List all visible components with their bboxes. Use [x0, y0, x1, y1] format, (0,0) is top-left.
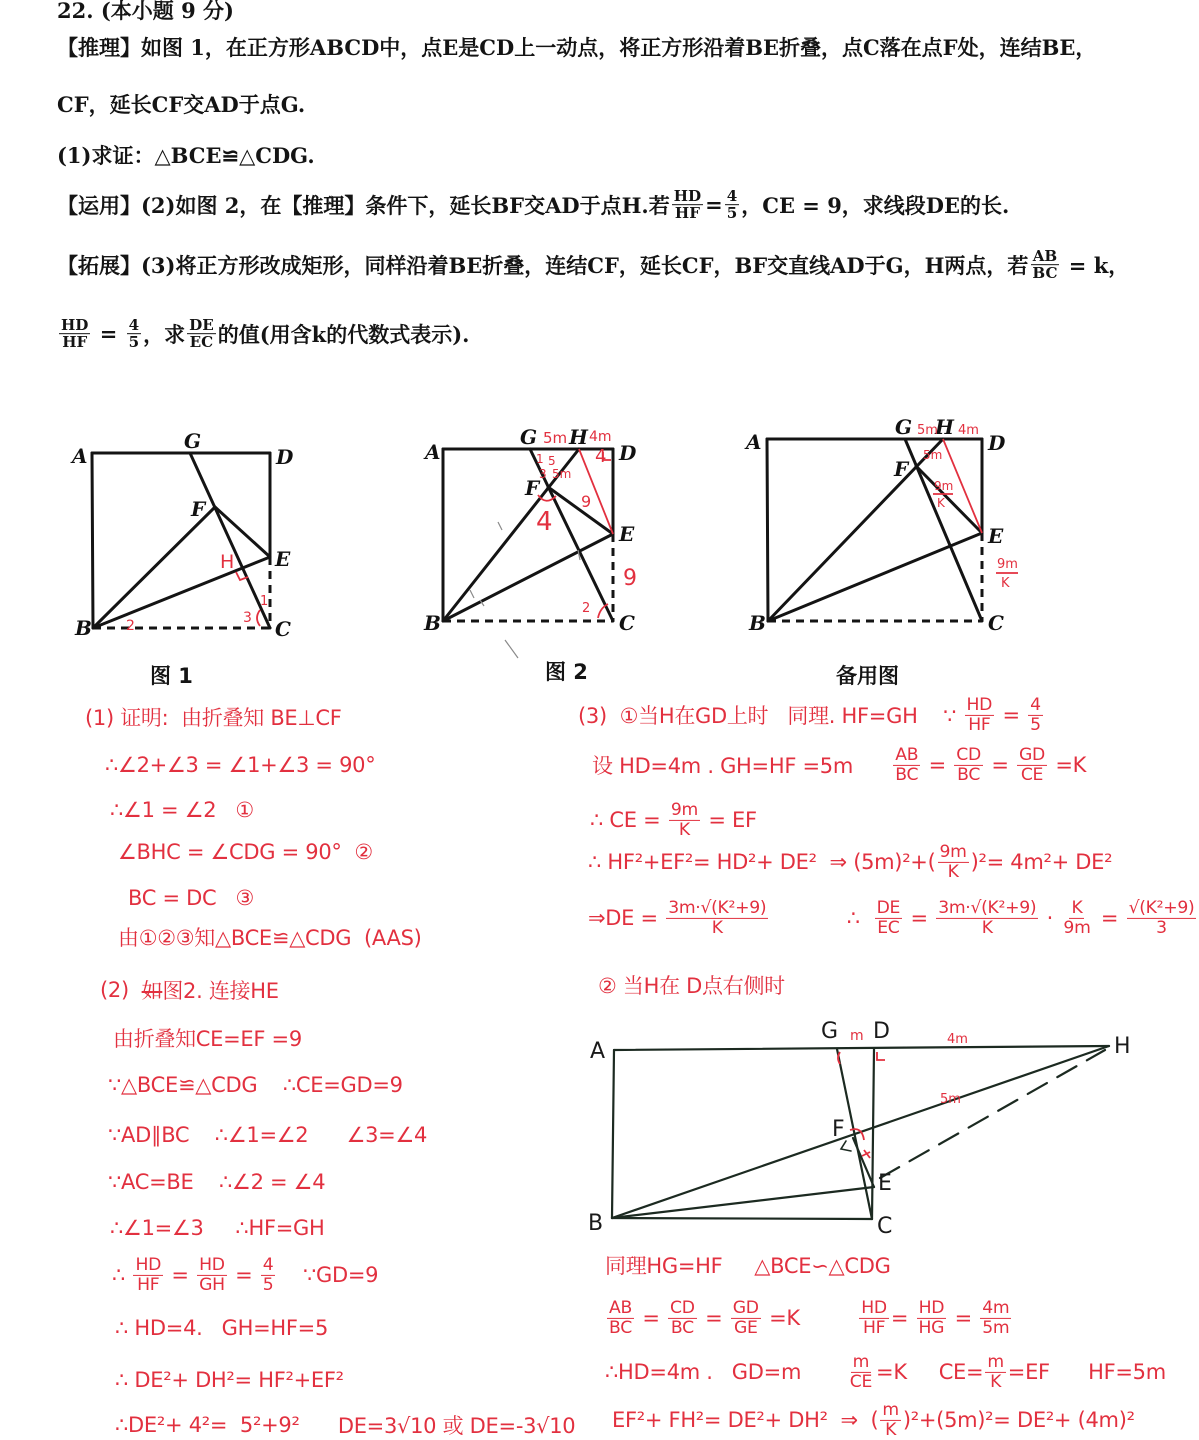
- point-label-C: C: [619, 611, 635, 635]
- text-run: ∴ CE =: [590, 808, 667, 832]
- solution-right-line-1: [578, 696, 1045, 734]
- right-angle-mark-icon: [841, 1141, 851, 1151]
- fraction: [985, 1353, 1005, 1391]
- fraction-denominator: K: [711, 917, 723, 938]
- fraction: [1061, 899, 1092, 937]
- text-run: = k，: [1061, 253, 1130, 278]
- segment-BE: [443, 534, 613, 621]
- fraction-numerator: HD: [918, 1297, 945, 1318]
- fraction: [607, 1299, 634, 1337]
- text-run: =: [635, 1306, 667, 1330]
- fraction-numerator: HD: [199, 1254, 225, 1275]
- fraction: [848, 1353, 874, 1391]
- right-angle-mark-icon: [603, 452, 611, 460]
- point-label-E: E: [878, 1171, 892, 1196]
- text-run: )²= 4m²+ DE²: [970, 850, 1113, 874]
- solution-right-line-9: [605, 1353, 1166, 1391]
- text-run: ，CE = 9，求线段DE的长.: [741, 193, 1010, 218]
- text-run: ∠BHC = ∠CDG = 90° ②: [118, 840, 373, 864]
- annotation-EF-numerator: 9m: [934, 479, 954, 493]
- text-run: 22. (本小题 9 分): [57, 0, 234, 23]
- solution-left-line-9: [108, 1073, 403, 1097]
- fraction-numerator: 3m·√(K²+9): [668, 897, 767, 918]
- equal-length-tick-marks: [470, 522, 580, 658]
- point-label-C: C: [988, 611, 1004, 635]
- segment-BH: [443, 449, 579, 621]
- text-run: EF²+ FH²= DE²+ DH² ⇒ (: [612, 1408, 879, 1432]
- text-run: 【拓展】(3)将正方形改成矩形，同样沿着BE折叠，连结CF，延长CF，BF交直线AD于G，H两点，若: [57, 253, 1029, 278]
- fraction: [725, 188, 740, 222]
- fraction-numerator: m: [882, 1399, 899, 1420]
- fraction-denominator: HG: [918, 1317, 945, 1338]
- fraction-denominator: BC: [895, 764, 919, 785]
- fraction-numerator: CD: [956, 744, 981, 765]
- point-label-F: F: [832, 1117, 845, 1142]
- fraction-denominator: 9m: [1063, 917, 1091, 938]
- point-label-A: A: [590, 1039, 606, 1064]
- segment-GC: [837, 1049, 872, 1219]
- fraction: [127, 317, 142, 351]
- annotation-angle-3: 3: [243, 610, 252, 626]
- struck-text-run: 如: [141, 979, 163, 1003]
- fraction-numerator: 9m: [939, 841, 967, 862]
- text-run: =: [922, 753, 953, 777]
- fraction: [672, 188, 703, 222]
- fraction-numerator: 4: [1030, 694, 1041, 715]
- segment-BH: [612, 1046, 1109, 1218]
- fraction: [197, 1256, 227, 1294]
- point-label-D: D: [988, 431, 1006, 455]
- text-run: ，求: [143, 322, 186, 347]
- text-run: ∴ HD=4. GH=HF=5: [115, 1316, 329, 1340]
- text-run: ∵AD∥BC ∴∠1=∠2 ∠3=∠4: [108, 1123, 428, 1147]
- annotation-HE: 9: [581, 492, 592, 511]
- hand-drawn-figure: [588, 1019, 1131, 1239]
- annotation-CE-denominator: K: [1001, 576, 1010, 591]
- annotation-angle-1: 1: [260, 594, 269, 609]
- point-label-D: D: [873, 1019, 890, 1044]
- segment-BH: [768, 439, 943, 621]
- fraction-denominator: HF: [137, 1274, 160, 1295]
- text-run: ∴∠1=∠3 ∴HF=GH: [110, 1216, 325, 1240]
- text-run: ∴HD=4m . GD=m: [605, 1360, 846, 1384]
- segment-EH-dashed: [880, 1050, 1105, 1178]
- text-run: ∵△BCE≌△CDG ∴CE=GD=9: [108, 1073, 403, 1097]
- fraction: [261, 1256, 276, 1294]
- text-run: =: [92, 321, 125, 347]
- point-label-H: H: [935, 415, 954, 439]
- point-label-F: F: [525, 476, 540, 500]
- text-run: (1)求证：△BCE≌△CDG.: [57, 143, 315, 168]
- fraction-numerator: HD: [861, 1297, 887, 1318]
- solution-left-line-5: [128, 886, 254, 910]
- text-run: 的值(用含k的代数式表示).: [217, 322, 470, 347]
- text-run: )²+(5m)²= DE²+ (4m)²: [902, 1408, 1135, 1432]
- solution-left-line-11: [108, 1170, 325, 1194]
- fraction-denominator: BC: [670, 1317, 694, 1338]
- backup-figure-caption: 备用图: [836, 664, 899, 688]
- solution-left-line-4: [118, 840, 373, 864]
- problem-header: [57, 0, 234, 25]
- text-run: 同理HG=HF △BCE∽△CDG: [605, 1254, 891, 1278]
- segment-BE: [93, 557, 270, 628]
- fraction-numerator: DE: [876, 897, 901, 918]
- text-run: (1) 证明: 由折叠知 BE⊥CF: [85, 706, 342, 730]
- fraction-denominator: CE: [849, 1371, 873, 1392]
- segment-DC: [872, 1049, 874, 1219]
- solution-left-line-14: [115, 1316, 328, 1340]
- point-label-G: G: [895, 415, 913, 439]
- text-run: =K CE=: [876, 1360, 984, 1384]
- annotation-CE-numerator: 9m: [997, 557, 1018, 572]
- text-run: =: [228, 1263, 259, 1287]
- solution-left-line-16: [115, 1410, 575, 1440]
- text-run: =: [996, 703, 1027, 727]
- text-run: ∴∠1 = ∠2 ①: [110, 798, 254, 822]
- fraction: [965, 696, 995, 734]
- annotation-angle-1: 1: [536, 452, 544, 466]
- fraction-denominator: EC: [189, 333, 214, 352]
- segment-GC: [905, 439, 982, 621]
- text-run: ∵GD=9: [277, 1263, 379, 1287]
- solution-left-line-10: [108, 1123, 427, 1147]
- fraction-denominator: HF: [62, 333, 88, 352]
- fraction-numerator: AB: [1032, 247, 1058, 266]
- annotation-angle-5: 5: [548, 454, 556, 468]
- fraction: [1028, 696, 1043, 734]
- segment-BE: [612, 1187, 874, 1218]
- text-run: 【推理】如图 1，在正方形ABCD中，点E是CD上一动点，将正方形沿着BE折叠，点C落在点F处，连结BE，: [57, 35, 1097, 60]
- solution-left-line-6: [118, 922, 422, 952]
- fraction-denominator: BC: [609, 1317, 632, 1338]
- fraction-numerator: HD: [966, 694, 993, 715]
- solution-right-line-8: [605, 1299, 1013, 1337]
- fraction-denominator: 5: [1030, 714, 1041, 735]
- fraction: [731, 1299, 761, 1337]
- segment-GC: [190, 453, 270, 628]
- text-run: ∴DE²+ 4²= 5²+9²: [115, 1413, 300, 1437]
- segment-FE: [548, 487, 613, 534]
- annotation-GH: 5m: [543, 429, 568, 447]
- fraction: [1127, 899, 1197, 937]
- annotation-angle-2: 2: [582, 601, 591, 616]
- text-run: =: [904, 906, 935, 930]
- point-label-E: E: [619, 522, 635, 546]
- right-angle-mark-icon: [236, 572, 248, 580]
- fraction: [666, 899, 768, 937]
- problem-reasoning-line-1: [57, 32, 1096, 62]
- solution-right-line-6: [598, 970, 785, 1000]
- fraction-numerator: AB: [609, 1297, 632, 1318]
- fraction: [133, 1256, 163, 1294]
- point-label-H: H: [1114, 1034, 1131, 1059]
- fraction-numerator: 9m: [670, 799, 698, 820]
- fraction-numerator: HD: [135, 1254, 162, 1275]
- segment-AB: [92, 453, 93, 628]
- point-label-D: D: [276, 445, 294, 469]
- annotation-HD: 4m: [958, 423, 979, 438]
- fraction-denominator: K: [678, 819, 690, 840]
- fraction: [917, 1299, 947, 1337]
- point-label-C: C: [275, 617, 291, 641]
- angle-arc-icon: [538, 495, 556, 501]
- problem-application-question-2: [57, 188, 1009, 222]
- text-run: =K: [762, 1306, 858, 1330]
- text-run: DE=3√10 或 DE=-3√10: [299, 1414, 576, 1438]
- fraction-numerator: HD: [673, 187, 702, 206]
- solution-right-line-3: [590, 801, 757, 839]
- fraction-numerator: GD: [1019, 744, 1045, 765]
- fraction-numerator: m: [852, 1351, 870, 1372]
- fraction: [669, 801, 700, 839]
- solution-left-line-12: [110, 1216, 325, 1240]
- solution-left-line-1: [85, 702, 342, 732]
- fraction-numerator: CD: [670, 1297, 695, 1318]
- fraction: [859, 1299, 889, 1337]
- figure-1-caption: 图 1: [150, 664, 193, 688]
- problem-extension-line-2: [57, 317, 469, 351]
- segment-BF: [93, 507, 215, 628]
- text-run: ∴: [770, 906, 873, 930]
- text-run: =: [165, 1263, 196, 1287]
- angle-arc-icon: [257, 610, 260, 626]
- point-label-B: B: [749, 611, 766, 635]
- fraction-denominator: 5m: [982, 1317, 1010, 1338]
- fraction: [936, 899, 1038, 937]
- fraction: [59, 317, 90, 351]
- fraction-denominator: 5: [128, 333, 140, 352]
- text-run: 设 HD=4m . GH=HF =5m: [592, 754, 892, 778]
- point-label-G: G: [184, 429, 202, 453]
- annotation-angle-4: 4: [536, 507, 553, 537]
- fraction-denominator: BC: [957, 764, 981, 785]
- text-run: =: [698, 1306, 729, 1330]
- point-label-E: E: [988, 524, 1004, 548]
- text-run: =: [984, 753, 1015, 777]
- text-run: ∵AC=BE ∴∠2 = ∠4: [108, 1170, 326, 1194]
- figure-1: [70, 429, 294, 641]
- fraction: [1030, 248, 1059, 282]
- fraction-denominator: CE: [1020, 764, 1044, 785]
- segment-HE-annotation: [579, 449, 613, 534]
- text-run: (2): [100, 978, 142, 1002]
- problem-reasoning-line-2: [57, 89, 305, 119]
- problem-question-1: [57, 140, 315, 170]
- fraction-numerator: DE: [189, 316, 214, 335]
- fraction-denominator: K: [885, 1419, 897, 1440]
- text-run: ∴ HF²+EF²= HD²+ DE² ⇒ (5m)²+(: [588, 850, 936, 874]
- solution-right-line-5: [588, 899, 1198, 937]
- text-run: ② 当H在 D点右侧时: [598, 974, 785, 998]
- solution-left-line-8: [113, 1023, 302, 1053]
- annotation-angle-2: 2: [126, 618, 135, 634]
- point-label-H: H: [569, 425, 588, 449]
- fraction-numerator: 3m·√(K²+9): [938, 897, 1037, 918]
- solution-left-line-7: [100, 975, 279, 1005]
- text-run: =: [1094, 906, 1125, 930]
- text-run: ·: [1040, 906, 1060, 930]
- solution-right-line-7: [605, 1250, 891, 1280]
- point-label-E: E: [275, 547, 291, 571]
- fraction: [938, 843, 969, 881]
- solution-right-line-10: [612, 1401, 1135, 1439]
- solution-right-line-4: [588, 843, 1112, 881]
- segment-BE: [768, 533, 982, 621]
- fraction-numerator: HD: [61, 316, 89, 335]
- annotation-EF-denominator: K: [937, 496, 945, 510]
- annotation-FH: 5m: [552, 467, 572, 481]
- problem-extension-line-1: [57, 248, 1129, 282]
- fraction: [980, 1299, 1011, 1337]
- point-label-B: B: [424, 611, 441, 635]
- text-run: =EF HF=5m: [1007, 1360, 1166, 1384]
- text-run: = EF: [701, 808, 757, 832]
- point-label-C: C: [877, 1214, 893, 1239]
- fraction: [1017, 746, 1047, 784]
- annotation-point-H: H: [220, 551, 235, 573]
- point-label-A: A: [72, 444, 88, 468]
- point-label-A: A: [425, 440, 441, 464]
- fraction-denominator: K: [981, 917, 993, 938]
- fraction: [875, 899, 903, 937]
- segment-AB: [767, 439, 768, 621]
- fraction-numerator: 4: [128, 316, 140, 335]
- point-label-D: D: [619, 441, 637, 465]
- point-label-F: F: [894, 457, 909, 481]
- fraction-denominator: K: [990, 1371, 1002, 1392]
- annotation-FH: 5m: [923, 448, 943, 462]
- text-run: 【运用】(2)如图 2，在【推理】条件下，延长BF交AD于点H.若: [57, 193, 670, 218]
- fraction-numerator: 4: [262, 1254, 274, 1275]
- text-run: =K: [1048, 753, 1087, 777]
- fraction: [954, 746, 983, 784]
- fraction-numerator: K: [1071, 897, 1083, 918]
- solution-right-line-2: [592, 746, 1086, 784]
- fraction: [187, 317, 216, 351]
- text-run: ∴: [112, 1263, 132, 1287]
- segment-HE-annotation: [943, 439, 982, 533]
- text-run: =: [890, 1306, 915, 1330]
- point-label-G: G: [821, 1019, 839, 1044]
- text-run: 图2. 连接HE: [162, 979, 279, 1003]
- fraction-denominator: 3: [1156, 917, 1167, 938]
- fraction-numerator: AB: [895, 744, 919, 765]
- text-run: CF，延长CF交AD于点G.: [57, 92, 306, 117]
- fraction-denominator: GE: [733, 1317, 758, 1338]
- fraction-denominator: HF: [862, 1317, 886, 1338]
- segment-BC: [612, 1218, 872, 1219]
- figure-2-caption: 图 2: [545, 660, 588, 684]
- fraction-numerator: GD: [732, 1297, 759, 1318]
- annotation-FH: 5m: [940, 1092, 961, 1107]
- text-run: 由折叠知CE=EF =9: [113, 1027, 302, 1051]
- fraction-denominator: 5: [262, 1274, 274, 1295]
- fraction-numerator: 4m: [982, 1297, 1010, 1318]
- angle-mark-icon: [862, 1150, 870, 1158]
- fraction-denominator: HF: [674, 204, 700, 223]
- solution-left-line-2: [105, 753, 375, 777]
- annotation-DH: 4m: [947, 1032, 968, 1047]
- fraction: [668, 1299, 697, 1337]
- fraction-denominator: BC: [1032, 264, 1058, 283]
- annotation-angle-3: 3: [539, 467, 547, 481]
- fraction-denominator: HF: [968, 714, 991, 735]
- solution-left-line-3: [110, 798, 254, 822]
- fraction-denominator: 5: [726, 204, 738, 223]
- figure-2: [423, 425, 637, 658]
- fraction-denominator: EC: [877, 917, 900, 938]
- solution-left-line-13: [112, 1256, 378, 1294]
- annotation-GD: m: [850, 1028, 864, 1044]
- text-run: =: [705, 192, 723, 218]
- annotation-CE: 9: [623, 566, 637, 591]
- fraction: [893, 746, 920, 784]
- text-run: ∴∠2+∠3 = ∠1+∠3 = 90°: [105, 753, 376, 777]
- point-label-B: B: [75, 616, 92, 640]
- backup-figure: [744, 415, 1018, 635]
- fraction-denominator: GH: [199, 1274, 225, 1295]
- solution-left-line-15: [115, 1368, 344, 1392]
- point-label-G: G: [520, 425, 538, 449]
- fraction-denominator: K: [947, 861, 959, 882]
- angle-arc-icon: [598, 604, 608, 618]
- point-label-F: F: [191, 497, 206, 521]
- text-run: (3) ①当H在GD上时 同理. HF=GH ∵: [578, 704, 963, 728]
- fraction-numerator: m: [987, 1351, 1004, 1372]
- segment-FE: [215, 507, 270, 557]
- text-run: ⇒DE =: [588, 906, 665, 930]
- text-run: BC = DC ③: [128, 886, 255, 910]
- segment-FE: [916, 466, 982, 533]
- angle-arc-icon: [838, 1052, 840, 1064]
- angle-arc-icon: [850, 1129, 864, 1140]
- fraction-numerator: 4: [726, 187, 738, 206]
- annotation-HD: 4: [595, 446, 607, 467]
- right-angle-mark-icon: [877, 1052, 885, 1060]
- text-run: =: [948, 1306, 979, 1330]
- fraction: [880, 1401, 900, 1439]
- point-label-B: B: [588, 1211, 604, 1236]
- segment-AH: [614, 1046, 1109, 1050]
- segment-AB: [612, 1050, 614, 1218]
- point-label-A: A: [746, 430, 762, 454]
- text-run: 由①②③知△BCE≌△CDG (AAS): [118, 926, 422, 950]
- text-run: ∴ DE²+ DH²= HF²+EF²: [115, 1368, 344, 1392]
- fraction-numerator: √(K²+9): [1128, 897, 1195, 918]
- segment-FE: [853, 1138, 874, 1187]
- annotation-GH: 5m: [917, 423, 938, 438]
- annotation-HD-top: 4m: [589, 429, 612, 445]
- segment-GC: [530, 449, 613, 621]
